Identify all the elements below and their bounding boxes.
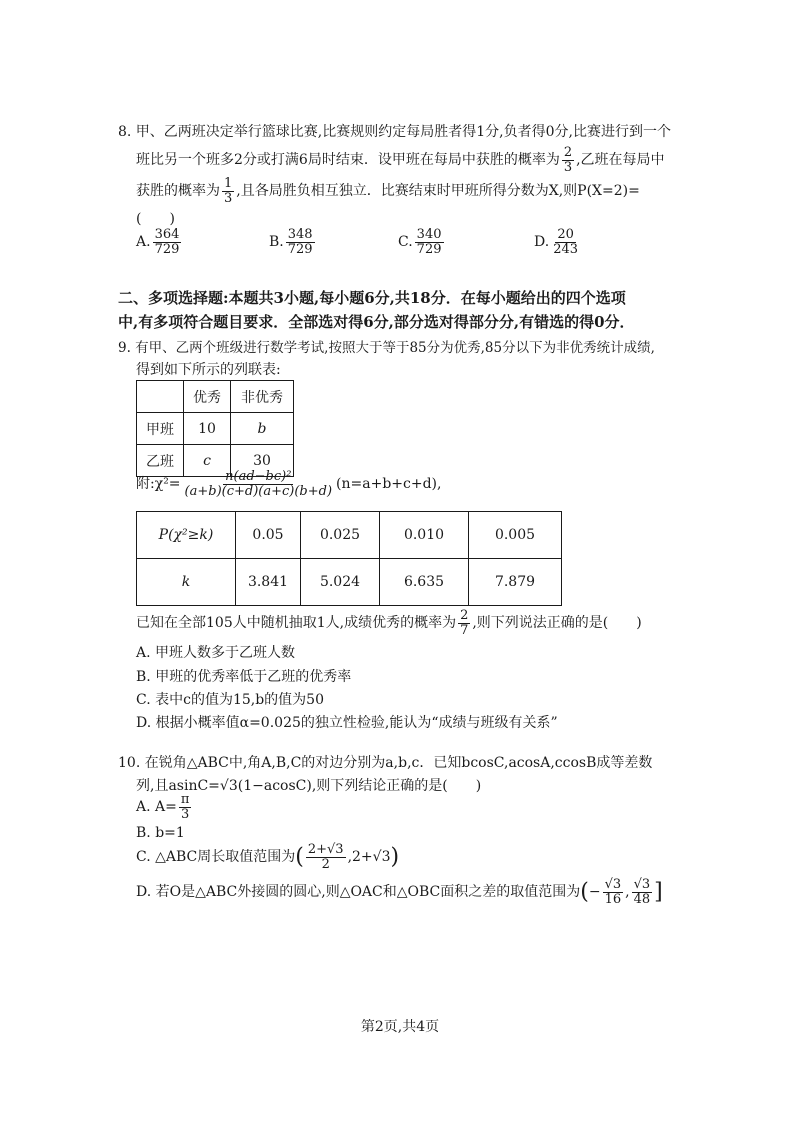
q10-option-b[interactable]: B. b=1 xyxy=(136,825,185,841)
table-cell: 6.635 xyxy=(380,559,469,606)
q10-option-c-den: 2 xyxy=(321,856,330,872)
q8-line3 xyxy=(136,177,640,205)
contingency-table xyxy=(136,380,294,477)
q10-option-d-frac2-den: 48 xyxy=(633,891,651,907)
q9-option-a[interactable]: A. 甲班人数多于乙班人数 xyxy=(136,645,296,661)
q8-line3-text-a: 获胜的概率为 xyxy=(136,183,220,200)
right-bracket-icon: ] xyxy=(654,879,663,905)
table-cell: 0.005 xyxy=(469,512,562,559)
q9-stem xyxy=(136,609,642,637)
chi-square-formula xyxy=(136,470,441,498)
q8-option-c-label: C. xyxy=(398,234,413,251)
q8-line3-text-b: ,且各局胜负相互独立．比赛结束时甲班所得分数为X,则P(X=2)= xyxy=(236,183,640,200)
table-cell: 7.879 xyxy=(469,559,562,606)
q8-option-b-frac xyxy=(286,228,315,256)
table-cell: 乙班 xyxy=(137,445,184,477)
q8-line1: 8. 甲、乙两班决定举行篮球比赛,比赛规则约定每局胜者得1分,负者得0分,比赛进行到一个 xyxy=(118,124,671,140)
table-cell: P(χ²≥k) xyxy=(137,512,236,559)
q8-option-a-num: 364 xyxy=(154,227,180,242)
q8-option-d[interactable] xyxy=(534,228,582,256)
q10-option-c[interactable] xyxy=(136,843,399,871)
q9-stem-frac-den: 7 xyxy=(460,622,469,638)
table-row xyxy=(137,559,562,606)
q8-option-d-label: D. xyxy=(534,234,550,251)
table-cell: 10 xyxy=(184,413,231,445)
table-cell: 5.024 xyxy=(301,559,380,606)
section2-heading-line2: 中,有多项符合题目要求．全部选对得6分,部分选对得部分分,有错选的得0分． xyxy=(118,313,635,331)
q10-line2: 列,且asinC=√3(1−acosC),则下列结论正确的是( ) xyxy=(136,778,482,794)
q8-option-a-label: A. xyxy=(136,234,151,251)
q10-option-d-frac1-den: 16 xyxy=(604,891,622,907)
q8-line2-text-b: ,乙班在每局中 xyxy=(576,152,665,169)
q8-option-d-den: 243 xyxy=(553,241,579,257)
table-cell: 甲班 xyxy=(137,413,184,445)
table-cell xyxy=(137,381,184,413)
q8-option-b[interactable] xyxy=(269,228,317,256)
q8-option-d-frac xyxy=(551,228,580,256)
q8-frac-p1-num: 2 xyxy=(563,145,573,160)
q9-option-b[interactable]: B. 甲班的优秀率低于乙班的优秀率 xyxy=(136,669,352,685)
table-cell: 非优秀 xyxy=(231,381,294,413)
q8-fraction-p2 xyxy=(222,177,234,205)
q9-stem-text-a: 已知在全部105人中随机抽取1人,成绩优秀的概率为 xyxy=(136,615,457,632)
q9-option-c[interactable]: C. 表中c的值为15,b的值为50 xyxy=(136,692,324,708)
q10-option-d-frac1 xyxy=(603,878,624,906)
q8-line2 xyxy=(136,146,665,174)
q10-option-c-text-a: C. △ABC周长取值范围为 xyxy=(136,849,296,866)
q8-option-b-num: 348 xyxy=(287,227,313,242)
q8-answer-paren: ( ) xyxy=(136,211,175,227)
q8-option-c-num: 340 xyxy=(416,227,442,242)
table-row xyxy=(137,512,562,559)
q8-option-b-label: B. xyxy=(269,234,284,251)
q8-frac-p2-den: 3 xyxy=(224,190,233,206)
q10-option-a-label: A. A= xyxy=(136,799,177,816)
q10-option-d-text: D. 若O是△ABC外接圆的圆心,则△OAC和△OBC面积之差的取值范围为 xyxy=(136,884,581,901)
table-cell: 3.841 xyxy=(236,559,301,606)
right-paren-icon: ) xyxy=(390,844,400,870)
q9-stem-fraction xyxy=(458,609,470,637)
q10-option-d-frac2-num: √3 xyxy=(633,877,651,892)
q10-option-c-num: 2+√3 xyxy=(307,842,344,857)
q9-line1: 9. 有甲、乙两个班级进行数学考试,按照大于等于85分为优秀,85分以下为非优秀统计成绩, xyxy=(118,340,655,356)
table-cell: c xyxy=(184,445,231,477)
q10-option-c-frac xyxy=(306,843,346,871)
q8-option-c[interactable] xyxy=(398,228,446,256)
critical-value-table xyxy=(136,511,562,606)
formula-numerator: n(ad−bc)² xyxy=(225,469,292,484)
table-cell: k xyxy=(137,559,236,606)
comma-icon: , xyxy=(625,884,630,901)
formula-suffix: (n=a+b+c+d), xyxy=(336,476,442,493)
q10-line1: 10. 在锐角△ABC中,角A,B,C的对边分别为a,b,c．已知bcosC,acosA,ccosB成等差数 xyxy=(118,755,653,771)
q9-line2: 得到如下所示的列联表: xyxy=(136,362,281,378)
q9-option-d[interactable]: D. 根据小概率值α=0.025的独立性检验,能认为“成绩与班级有关系” xyxy=(136,715,558,731)
table-cell: b xyxy=(231,413,294,445)
left-paren-icon: ( xyxy=(580,879,589,905)
formula-fraction xyxy=(183,470,335,498)
table-row xyxy=(137,381,294,413)
q8-option-b-den: 729 xyxy=(287,241,313,257)
q8-frac-p2-num: 1 xyxy=(224,176,233,191)
q8-option-a-den: 729 xyxy=(154,241,180,257)
q10-option-d-frac2 xyxy=(632,878,653,906)
section2-heading-line1: 二、多项选择题:本题共3小题,每小题6分,共18分．在每小题给出的四个选项 xyxy=(118,289,626,307)
q10-option-d-frac1-num: √3 xyxy=(604,877,622,892)
q10-option-a-num: π xyxy=(180,792,190,807)
q9-stem-text-b: ,则下列说法正确的是( ) xyxy=(472,615,642,632)
table-cell: 30 xyxy=(231,445,294,477)
page-footer: 第2页,共4页 xyxy=(360,1019,440,1035)
q8-option-a-frac xyxy=(153,228,182,256)
q8-option-d-num: 20 xyxy=(557,227,574,242)
q10-option-d[interactable] xyxy=(136,878,663,906)
q10-option-c-text-b: ,2+√3 xyxy=(347,849,391,866)
left-paren-icon: ( xyxy=(295,844,304,870)
minus-sign-icon: − xyxy=(588,884,601,901)
q9-stem-frac-num: 2 xyxy=(460,608,469,623)
table-cell: 0.010 xyxy=(380,512,469,559)
q10-option-a[interactable] xyxy=(136,793,193,821)
table-cell: 0.05 xyxy=(236,512,301,559)
q10-option-a-den: 3 xyxy=(180,806,190,822)
table-row xyxy=(137,413,294,445)
table-cell: 0.025 xyxy=(301,512,380,559)
q8-frac-p1-den: 3 xyxy=(563,159,573,175)
formula-prefix: 附:χ²= xyxy=(136,476,181,493)
q8-fraction-p1 xyxy=(562,146,574,174)
table-cell: 优秀 xyxy=(184,381,231,413)
q8-line2-text-a: 班比另一个班多2分或打满6局时结束．设甲班在每局中获胜的概率为 xyxy=(136,152,560,169)
q8-option-c-frac xyxy=(415,228,444,256)
q8-option-a[interactable] xyxy=(136,228,183,256)
q10-option-a-frac xyxy=(179,793,192,821)
q8-option-c-den: 729 xyxy=(416,241,442,257)
formula-denominator: (a+b)(c+d)(a+c)(b+d) xyxy=(184,483,333,499)
